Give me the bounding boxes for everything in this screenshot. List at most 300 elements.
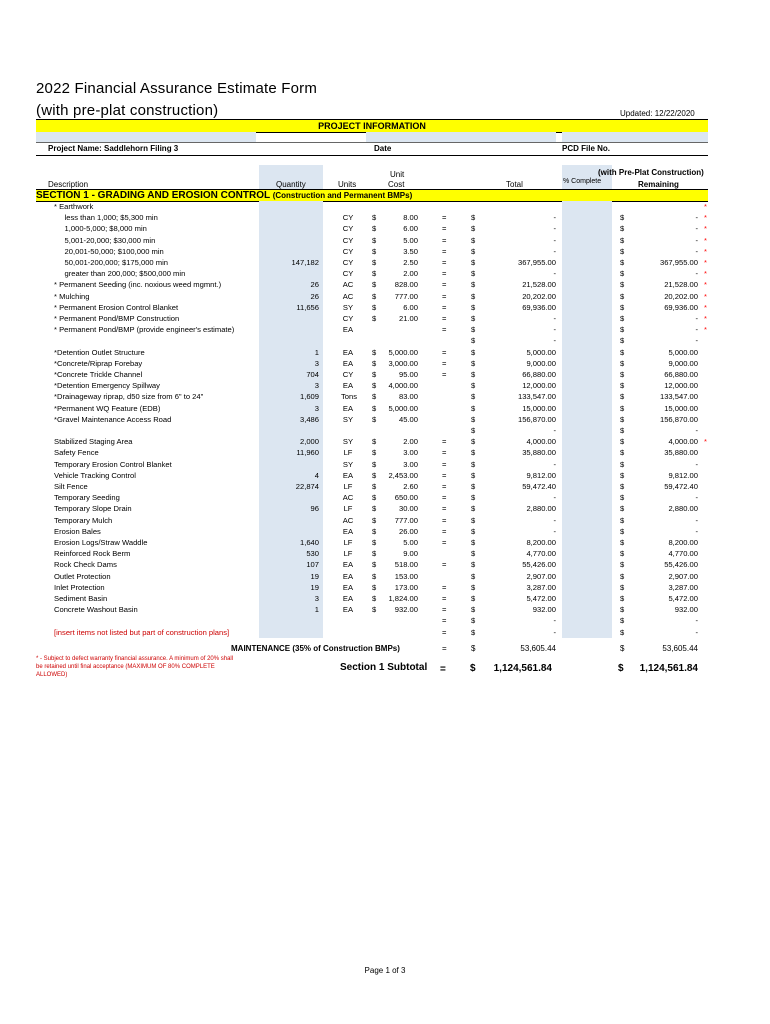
item-unit-cost: 828.00 (394, 280, 418, 290)
item-total: 4,770.00 (526, 549, 556, 559)
item-remaining: 9,812.00 (668, 470, 698, 480)
item-total-dollar: $ (471, 526, 476, 536)
col-units: Units (338, 180, 357, 189)
item-quantity[interactable]: 22,874 (295, 482, 319, 491)
item-cost-dollar: $ (372, 235, 377, 245)
item-remaining: 932.00 (674, 605, 698, 615)
item-description: Temporary Slope Drain (54, 504, 132, 514)
item-equals: = (442, 605, 447, 615)
table-row (36, 291, 708, 302)
item-remaining-dollar: $ (620, 269, 625, 279)
table-row (36, 279, 708, 290)
table-row (36, 246, 708, 257)
table-row (36, 537, 708, 548)
maintenance-total: 53,605.44 (520, 644, 556, 653)
item-description: * Mulching (54, 291, 90, 301)
item-description: 5,001-20,000; $30,000 min (54, 235, 156, 245)
item-total: 20,202.00 (522, 291, 556, 301)
item-quantity[interactable]: 96 (310, 504, 319, 514)
item-remaining-dollar: $ (620, 493, 625, 503)
table-row (36, 201, 708, 212)
subtotal-equals: = (440, 664, 446, 675)
item-unit-cost: 45.00 (398, 414, 418, 424)
item-remaining-dollar: $ (620, 392, 625, 402)
pcd-file-label: PCD File No. (562, 144, 611, 153)
item-remaining: - (695, 235, 698, 245)
table-row (36, 335, 708, 346)
item-quantity[interactable]: 19 (310, 582, 319, 592)
item-total: - (553, 213, 556, 223)
item-units: CY (342, 269, 354, 279)
item-unit-cost: 95.00 (398, 370, 418, 379)
item-remaining: 12,000.00 (664, 381, 698, 391)
item-warranty-mark: * (704, 235, 707, 245)
item-units: EA (342, 347, 354, 357)
item-units: AC (342, 291, 354, 301)
table-row (36, 347, 708, 358)
item-remaining-dollar: $ (620, 314, 625, 323)
item-description: * Permanent Pond/BMP (provide engineer's estimate) (54, 325, 235, 335)
item-equals: = (442, 538, 447, 547)
item-quantity[interactable]: 147,182 (291, 258, 319, 267)
item-total-dollar: $ (471, 347, 476, 357)
item-remaining-dollar: $ (620, 560, 625, 570)
item-total: 69,936.00 (522, 302, 556, 312)
item-unit-cost: 5.00 (403, 538, 418, 547)
item-description: Outlet Protection (54, 571, 111, 581)
item-total-dollar: $ (471, 605, 476, 615)
maintenance-equals: = (442, 644, 447, 653)
item-description: * Permanent Seeding (inc. noxious weed mgmnt.) (54, 280, 222, 290)
item-remaining: - (695, 336, 698, 346)
item-units: CY (342, 370, 354, 379)
table-row (36, 313, 708, 324)
item-cost-dollar: $ (372, 347, 377, 357)
item-warranty-mark: * (704, 302, 707, 312)
maintenance-remaining-dollar: $ (620, 644, 625, 653)
item-total: 35,880.00 (522, 448, 556, 458)
item-description: Temporary Erosion Control Blanket (54, 459, 172, 469)
item-description: 20,001-50,000; $100,000 min (54, 246, 164, 256)
item-total: 66,880.00 (522, 370, 556, 379)
item-quantity[interactable]: 2,000 (299, 437, 319, 447)
subtotal-remaining: 1,124,561.84 (639, 663, 698, 674)
item-remaining-dollar: $ (620, 426, 625, 435)
item-equals: = (442, 448, 447, 458)
item-remaining: 59,472.40 (664, 482, 698, 491)
date-input[interactable] (366, 132, 556, 142)
item-description: Safety Fence (54, 448, 99, 458)
item-remaining-dollar: $ (620, 504, 625, 514)
item-description: Temporary Mulch (54, 515, 113, 525)
item-quantity[interactable]: 530 (306, 549, 319, 559)
item-equals: = (442, 459, 447, 469)
item-unit-cost: 2.00 (403, 437, 418, 447)
item-units: EA (342, 325, 354, 335)
item-unit-cost: 2.00 (403, 269, 418, 279)
item-units: SY (342, 459, 354, 469)
item-remaining-dollar: $ (620, 627, 625, 637)
item-remaining: 20,202.00 (664, 291, 698, 301)
item-remaining-dollar: $ (620, 403, 625, 413)
item-remaining: 66,880.00 (664, 370, 698, 379)
item-equals: = (442, 235, 447, 245)
item-remaining-dollar: $ (620, 470, 625, 480)
item-equals: = (442, 269, 447, 279)
item-quantity[interactable]: 1,640 (299, 538, 319, 547)
item-warranty-mark: * (704, 224, 707, 234)
item-total-dollar: $ (471, 448, 476, 458)
item-cost-dollar: $ (372, 504, 377, 514)
item-remaining: 133,547.00 (659, 392, 698, 402)
item-description: *Detention Emergency Spillway (54, 381, 160, 391)
item-description: *Detention Outlet Structure (54, 347, 145, 357)
item-remaining: - (695, 526, 698, 536)
item-total-dollar: $ (471, 582, 476, 592)
table-row (36, 358, 708, 369)
item-cost-dollar: $ (372, 605, 377, 615)
item-equals: = (442, 594, 447, 603)
table-row (36, 223, 708, 234)
item-total-dollar: $ (471, 314, 476, 323)
item-quantity[interactable]: 3 (314, 358, 319, 368)
item-total: 5,472.00 (526, 594, 556, 603)
item-remaining: 69,936.00 (664, 302, 698, 312)
item-total: 932.00 (532, 605, 556, 615)
item-total: 9,812.00 (526, 470, 556, 480)
table-row (36, 212, 708, 223)
item-description: Rock Check Dams (54, 560, 117, 570)
maintenance-remaining: 53,605.44 (662, 644, 698, 653)
item-description: Silt Fence (54, 482, 88, 491)
col-total: Total (506, 180, 523, 189)
item-unit-cost: 650.00 (394, 493, 418, 503)
item-warranty-mark: * (704, 258, 707, 267)
item-remaining: - (695, 616, 698, 626)
item-equals: = (442, 224, 447, 234)
item-remaining: 2,880.00 (668, 504, 698, 514)
table-row (36, 257, 708, 268)
item-remaining: - (695, 493, 698, 503)
item-total: - (553, 224, 556, 234)
item-units: CY (342, 314, 354, 323)
item-remaining: 35,880.00 (664, 448, 698, 458)
item-units: Tons (341, 392, 358, 402)
item-cost-dollar: $ (372, 314, 377, 323)
item-equals: = (442, 616, 447, 626)
item-cost-dollar: $ (372, 302, 377, 312)
item-units: LF (343, 448, 353, 458)
item-warranty-mark: * (704, 246, 707, 256)
item-total-dollar: $ (471, 459, 476, 469)
item-units: SY (342, 302, 354, 312)
item-unit-cost: 3.00 (403, 448, 418, 458)
item-quantity[interactable]: 3 (314, 403, 319, 413)
item-remaining: - (695, 325, 698, 335)
item-unit-cost: 4,000.00 (388, 381, 418, 391)
item-units: CY (342, 246, 354, 256)
item-total: 5,000.00 (526, 347, 556, 357)
item-total: 21,528.00 (522, 280, 556, 290)
item-total-dollar: $ (471, 269, 476, 279)
item-units: EA (342, 594, 354, 603)
item-remaining-dollar: $ (620, 549, 625, 559)
item-equals: = (442, 526, 447, 536)
item-remaining-dollar: $ (620, 258, 625, 267)
item-description: Stabilized Staging Area (54, 437, 133, 447)
item-equals: = (442, 515, 447, 525)
item-description: greater than 200,000; $500,000 min (54, 269, 186, 279)
table-row (36, 369, 708, 380)
item-description: 1,000-5,000; $8,000 min (54, 224, 147, 234)
item-units: CY (342, 235, 354, 245)
item-equals: = (442, 482, 447, 491)
subtotal-label: Section 1 Subtotal (340, 662, 428, 673)
form-title: 2022 Financial Assurance Estimate Form (36, 80, 318, 97)
item-quantity[interactable]: 1 (314, 605, 319, 615)
item-description: Reinforced Rock Berm (54, 549, 131, 559)
item-units: LF (343, 504, 353, 514)
item-quantity[interactable]: 1,609 (299, 392, 319, 402)
item-equals: = (442, 437, 447, 447)
item-description: Inlet Protection (54, 582, 105, 592)
item-total: 8,200.00 (526, 538, 556, 547)
item-warranty-mark: * (704, 325, 707, 335)
item-total-dollar: $ (471, 470, 476, 480)
item-unit-cost: 932.00 (394, 605, 418, 615)
item-remaining-dollar: $ (620, 302, 625, 312)
item-quantity[interactable]: 4 (314, 470, 319, 480)
item-unit-cost: 3.00 (403, 459, 418, 469)
item-warranty-mark: * (704, 213, 707, 223)
item-units: EA (342, 582, 354, 592)
item-unit-cost: 5,000.00 (388, 347, 418, 357)
item-equals: = (442, 504, 447, 514)
item-equals: = (442, 358, 447, 368)
item-warranty-mark: * (704, 314, 707, 323)
item-equals: = (442, 325, 447, 335)
item-units: LF (343, 482, 353, 491)
item-equals: = (442, 213, 447, 223)
item-total: 59,472.40 (522, 482, 556, 491)
col-preplat: (with Pre-Plat Construction) (598, 168, 704, 177)
item-total: 4,000.00 (526, 437, 556, 447)
item-units: SY (342, 414, 354, 424)
item-unit-cost: 153.00 (394, 571, 418, 581)
item-total: 55,426.00 (522, 560, 556, 570)
table-row (36, 582, 708, 593)
item-equals: = (442, 280, 447, 290)
item-unit-cost: 1,824.00 (388, 594, 418, 603)
item-quantity[interactable]: 107 (306, 560, 319, 570)
item-unit-cost: 30.00 (398, 504, 418, 514)
item-remaining-dollar: $ (620, 594, 625, 603)
item-total-dollar: $ (471, 291, 476, 301)
item-cost-dollar: $ (372, 526, 377, 536)
pcd-file-input[interactable] (562, 132, 708, 142)
item-quantity[interactable]: 3,486 (299, 414, 319, 424)
item-remaining: 2,907.00 (668, 571, 698, 581)
item-cost-dollar: $ (372, 392, 377, 402)
item-total-dollar: $ (471, 392, 476, 402)
item-remaining: 9,000.00 (668, 358, 698, 368)
item-remaining-dollar: $ (620, 336, 625, 346)
item-units: CY (342, 213, 354, 223)
item-equals: = (442, 560, 447, 570)
item-cost-dollar: $ (372, 482, 377, 491)
item-total: - (553, 616, 556, 626)
item-remaining-dollar: $ (620, 571, 625, 581)
item-remaining: 3,287.00 (668, 582, 698, 592)
item-quantity[interactable]: 11,656 (296, 302, 319, 312)
item-total-dollar: $ (471, 325, 476, 335)
item-unit-cost: 3.50 (403, 246, 418, 256)
item-cost-dollar: $ (372, 224, 377, 234)
item-total: 133,547.00 (517, 392, 556, 402)
item-unit-cost: 26.00 (398, 526, 418, 536)
item-units: LF (343, 549, 353, 559)
item-quantity[interactable]: 3 (314, 594, 319, 603)
item-cost-dollar: $ (372, 258, 377, 267)
item-equals: = (442, 627, 447, 637)
item-quantity[interactable]: 3 (314, 381, 319, 391)
item-remaining-dollar: $ (620, 358, 625, 368)
table-row (36, 571, 708, 582)
item-remaining-dollar: $ (620, 246, 625, 256)
item-total: - (553, 627, 556, 637)
item-total-dollar: $ (471, 336, 476, 346)
item-units: EA (342, 605, 354, 615)
item-unit-cost: 518.00 (394, 560, 418, 570)
item-equals: = (442, 258, 447, 267)
item-cost-dollar: $ (372, 448, 377, 458)
item-units: EA (342, 403, 354, 413)
item-total-dollar: $ (471, 246, 476, 256)
item-total-dollar: $ (471, 549, 476, 559)
subtotal-total: 1,124,561.84 (493, 663, 552, 674)
table-row (36, 615, 708, 626)
project-name-input[interactable] (36, 132, 256, 142)
item-description: *Gravel Maintenance Access Road (54, 414, 172, 424)
item-remaining-dollar: $ (620, 526, 625, 536)
item-warranty-mark: * (704, 291, 707, 301)
item-quantity[interactable]: 26 (310, 280, 319, 290)
maintenance-total-dollar: $ (471, 644, 476, 653)
item-equals: = (442, 493, 447, 503)
item-total-dollar: $ (471, 213, 476, 223)
item-unit-cost: 8.00 (403, 213, 418, 223)
item-total: - (553, 235, 556, 245)
table-row (36, 604, 708, 615)
item-unit-cost: 777.00 (394, 291, 418, 301)
item-unit-cost: 173.00 (394, 582, 418, 592)
item-unit-cost: 6.00 (403, 302, 418, 312)
item-quantity[interactable]: 704 (306, 370, 319, 379)
warranty-note: * - Subject to defect warranty financial assurance. A minimum of 20% shall be retained until final acceptance (MAXIMUM OF 80% COMPLETE ALLOWED) (36, 656, 234, 678)
item-remaining: - (695, 314, 698, 323)
table-row (36, 425, 708, 436)
item-remaining: - (695, 426, 698, 435)
col-unit-cost-1: Unit (390, 170, 405, 179)
item-total-dollar: $ (471, 258, 476, 267)
item-unit-cost: 6.00 (403, 224, 418, 234)
item-total: 367,955.00 (517, 258, 556, 267)
col-unit-cost-2: Cost (388, 180, 405, 189)
item-total: - (553, 459, 556, 469)
col-description: Description (48, 180, 89, 189)
item-warranty-mark: * (704, 269, 707, 279)
table-row (36, 559, 708, 570)
item-quantity[interactable]: 11,960 (296, 448, 319, 458)
item-total-dollar: $ (471, 504, 476, 514)
item-quantity[interactable]: 1 (314, 347, 319, 357)
item-description: Erosion Logs/Straw Waddle (54, 538, 148, 547)
item-warranty-mark: * (704, 280, 707, 290)
item-remaining-dollar: $ (620, 448, 625, 458)
column-header-row (36, 165, 708, 189)
item-total-dollar: $ (471, 538, 476, 547)
item-description: *Concrete Trickle Channel (54, 370, 143, 379)
item-units: AC (342, 280, 354, 290)
item-units: EA (342, 560, 354, 570)
item-remaining-dollar: $ (620, 381, 625, 391)
table-row (36, 403, 708, 414)
item-remaining: - (695, 515, 698, 525)
item-total: 2,907.00 (526, 571, 556, 581)
item-cost-dollar: $ (372, 571, 377, 581)
maintenance-label: MAINTENANCE (35% of Construction BMPs) (231, 644, 400, 653)
table-row (36, 627, 708, 638)
item-remaining-dollar: $ (620, 459, 625, 469)
item-equals: = (442, 347, 447, 357)
item-remaining: 55,426.00 (664, 560, 698, 570)
item-remaining: - (695, 459, 698, 469)
item-description: *Concrete/Riprap Forebay (54, 358, 143, 368)
item-unit-cost: 5.00 (403, 235, 418, 245)
item-total-dollar: $ (471, 482, 476, 491)
item-description: less than 1,000; $5,300 min (54, 213, 158, 223)
table-row (36, 447, 708, 458)
item-cost-dollar: $ (372, 358, 377, 368)
item-remaining: 5,472.00 (668, 594, 698, 603)
item-total: - (553, 336, 556, 346)
item-unit-cost: 2.50 (403, 258, 418, 267)
item-cost-dollar: $ (372, 213, 377, 223)
item-description: 50,001-200,000; $175,000 min (54, 258, 168, 267)
item-cost-dollar: $ (372, 582, 377, 592)
table-row (36, 492, 708, 503)
item-equals: = (442, 470, 447, 480)
table-row (36, 235, 708, 246)
item-remaining-dollar: $ (620, 325, 625, 335)
item-remaining-dollar: $ (620, 235, 625, 245)
item-cost-dollar: $ (372, 381, 377, 391)
item-description: Sediment Basin (54, 594, 108, 603)
item-units: EA (342, 571, 354, 581)
item-remaining-dollar: $ (620, 437, 625, 447)
item-equals: = (442, 314, 447, 323)
item-units: LF (343, 538, 353, 547)
table-row (36, 459, 708, 470)
item-quantity[interactable]: 26 (310, 291, 319, 301)
item-quantity[interactable]: 19 (310, 571, 319, 581)
item-total-dollar: $ (471, 515, 476, 525)
item-remaining: 21,528.00 (664, 280, 698, 290)
item-cost-dollar: $ (372, 549, 377, 559)
item-units: AC (342, 515, 354, 525)
table-row (36, 380, 708, 391)
item-units: CY (342, 258, 354, 267)
